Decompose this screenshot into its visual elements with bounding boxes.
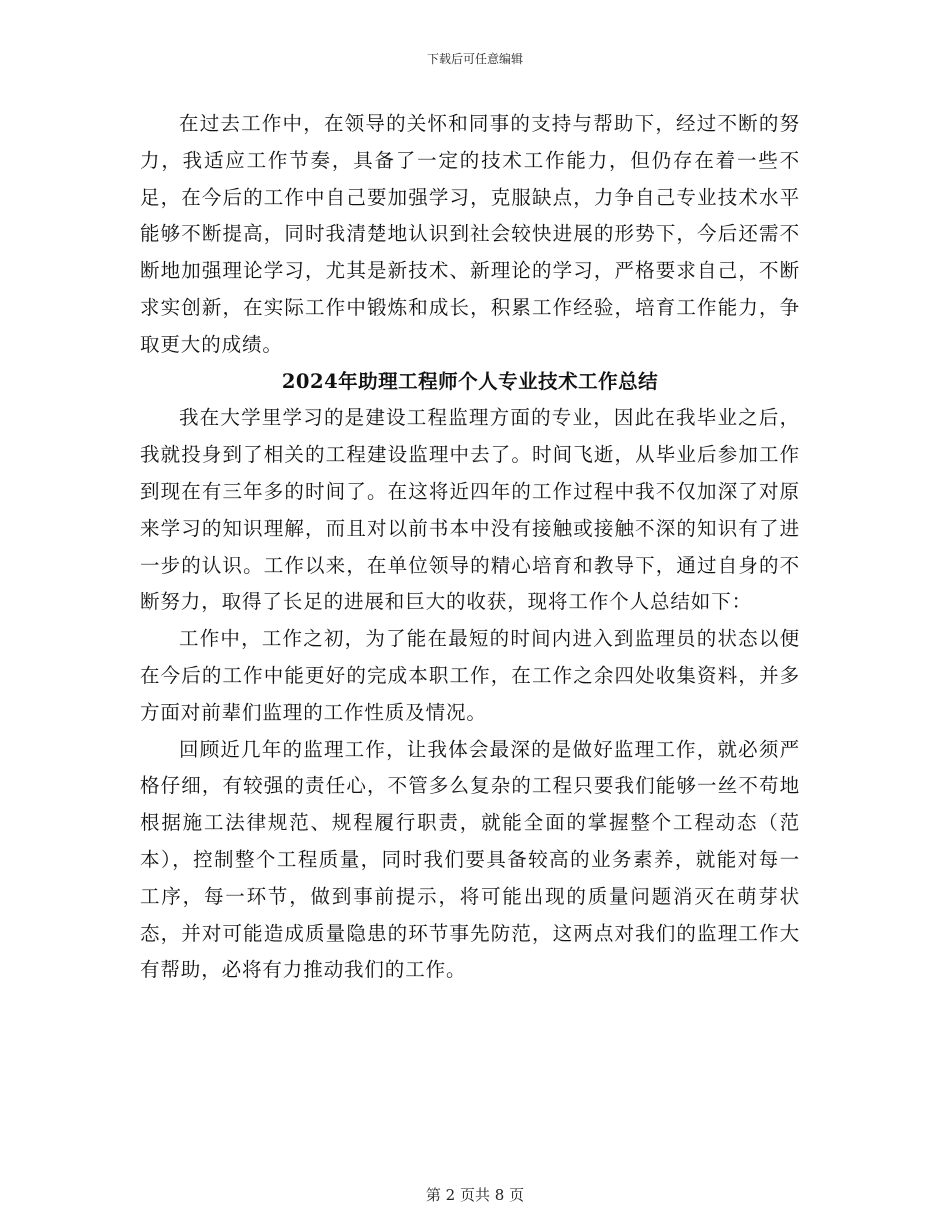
paragraph-intro: 在过去工作中，在领导的关怀和同事的支持与帮助下，经过不断的努力，我适应工作节奏，具备了一定的技术工作能力，但仍存在着一些不足，在今后的工作中自己要加强学习，克服缺点，力争自己专业技术水平能够不断提高，同时我清楚地认识到社会较快进展的形势下，今后还需不断地加强理论学习，尤其是新技术、新理论的学习，严格要求自己，不断求实创新，在实际工作中锻炼和成长，积累工作经验，培育工作能力，争取更大的成绩。 <box>140 112 800 356</box>
paragraph-background: 我在大学里学习的是建设工程监理方面的专业，因此在我毕业之后，我就投身到了相关的工程建设监理中去了。时间飞逝，从毕业后参加工作到现在有三年多的时间了。在这将近四年的工作过程中我不仅加深了对原来学习的知识理解，而且对以前书本中没有接触或接触不深的知识有了进一步的认识。工作以来，在单位领导的精心培育和教导下，通过自身的不断努力，取得了长足的进展和巨大的收获，现将工作个人总结如下： <box>140 406 800 614</box>
paragraph-work-start: 工作中，工作之初，为了能在最短的时间内进入到监理员的状态以便在今后的工作中能更好的完成本职工作，在工作之余四处收集资料，并多方面对前辈们监理的工作性质及情况。 <box>140 627 800 724</box>
document-body <box>140 106 800 989</box>
page-header: 下载后可任意编辑 <box>426 52 523 66</box>
page-number: 第 2 页共 8 页 <box>425 1186 525 1204</box>
paragraph-review: 回顾近几年的监理工作，让我体会最深的是做好监理工作，就必须严格仔细，有较强的责任心，不管多么复杂的工程只要我们能够一丝不苟地根据施工法律规范、规程履行职责，就能全面的掌握整个工程动态（范本），控制整个工程质量，同时我们要具备较高的业务素养，就能对每一工序，每一环节，做到事前提示，将可能出现的质量问题消灭在萌芽状态，并对可能造成质量隐患的环节事先防范，这两点对我们的监理工作大有帮助，必将有力推动我们的工作。 <box>140 737 800 982</box>
section-title: 2024年助理工程师个人专业技术工作总结 <box>281 369 659 393</box>
